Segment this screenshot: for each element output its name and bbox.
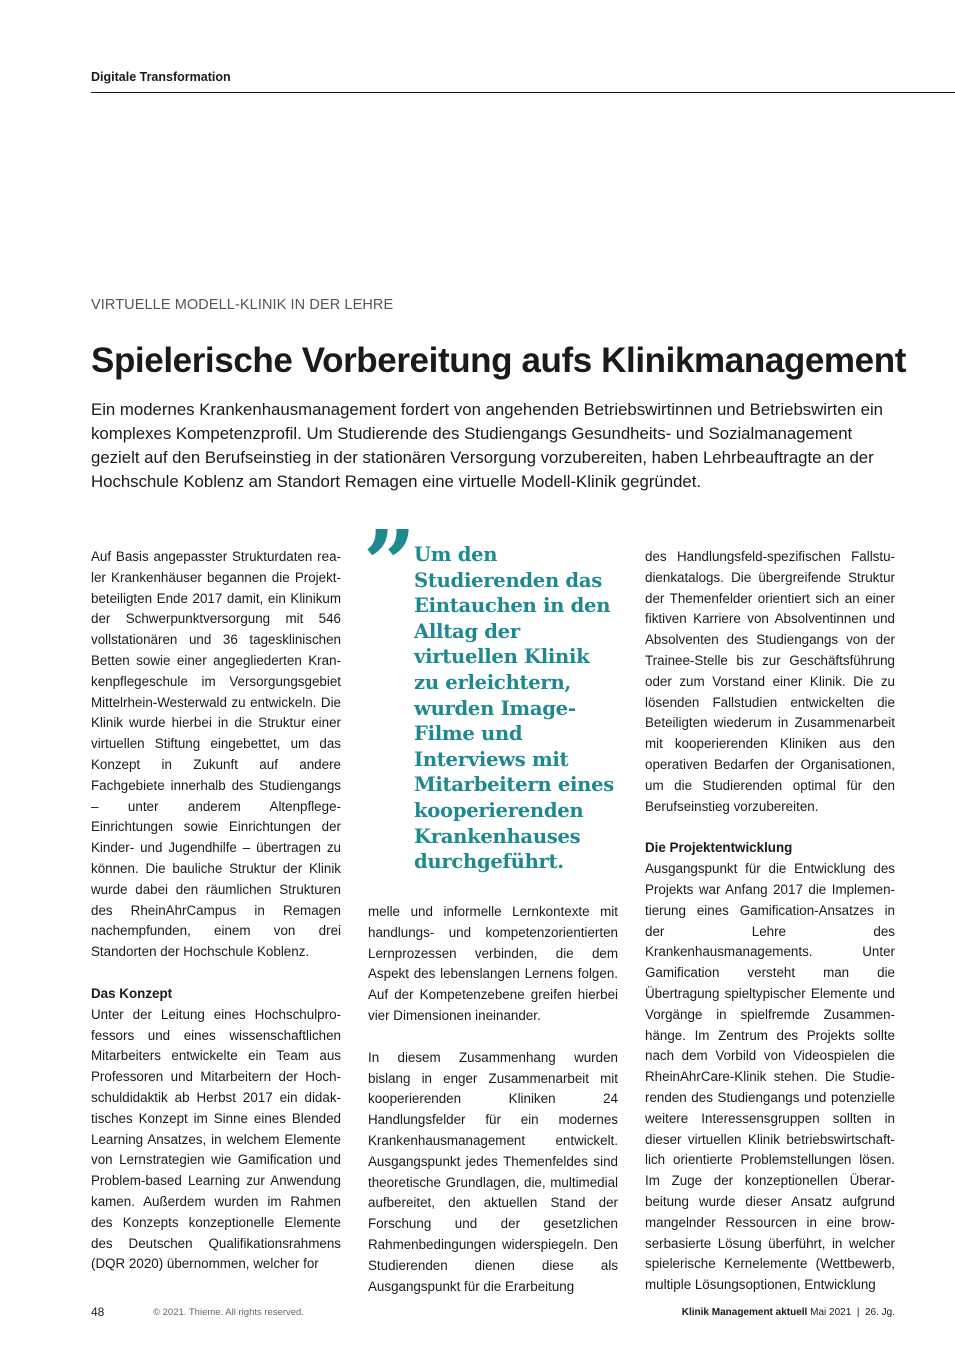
pull-quote: Um den Studierenden das Eintauchen in den Alltag der virtuellen Klinik zu erleichtern, wurden Image-Filme und Interviews mit Mitarbeitern eines kooperierenden Krankenhauses durchgeführt.	[414, 543, 614, 874]
paragraph: melle und informelle Lernkontexte mit handlungs- und kompetenzorientierten Lernprozessen verbinden, die dem Aspekt des lebenslangen Lernens folgen. Auf der Kompetenzebene greifen hierbei vier Dimensionen ineinander.	[368, 904, 618, 1023]
issue-info: Mai 2021 | 26. Jg.	[810, 1307, 895, 1318]
paragraph: Ausgangspunkt für die Entwicklung des Projekts war Anfang 2017 die Implementierung eines Gamification-Ansatzes in der Lehre des Krankenhausmanagements. Unter Gamification versteht man die Übertragung spieltypischer Elemente und Vorgänge in spielfremde Zusammenhänge. Im Zentrum des Projekts sollte nach dem Vorbild von Videospielen die RheinAhrCare-Klinik stehen. Die Studierenden des Studiengangs und potenzielle weitere Interessensgruppen sollten in dieser virtuellen Klinik betriebswirtschaftlich orientierte Problemstellungen lösen. Im Zuge der konzeptionellen Überarbeitung wurde dieser Ansatz aufgrund mangelnder Ressourcen in eine browserbasierte Lösung überführt, in welcher spielerische Kernelemente (Wettbewerb, multiple Lösungsoptionen, Entwicklung	[645, 861, 895, 1293]
header-rule	[91, 92, 955, 93]
page-number: 48	[91, 1305, 105, 1319]
subheading-projektentwicklung: Die Projektentwicklung	[645, 840, 793, 856]
paragraph: In diesem Zusammenhang wurden bislang in enger Zusammenarbeit mit kooperierenden Kliniken 24 Handlungsfelder für ein modernes Krankenhausmanagement entwickelt. Ausgangspunkt jedes Themenfeldes sind theoretische Grundlagen, die, multimedial aufbereitet, den aktuellen Stand der Forschung und der gesetzlichen Rahmenbedingungen widerspiegeln. Den Studierenden dienen diese als Ausgangspunkt für die Erarbeitung	[368, 1049, 618, 1294]
paragraph: Auf Basis angepasster Strukturdaten realer Krankenhäuser begannen die Projektbeteiligten Ende 2017 damit, ein Klinikum der Schwerpunktversorgung mit 546 vollstationären und 36 tagesklinischen Betten sowie einer angegliederten Krankenpflegeschule im Versorgungsgebiet Mittelrhein-Westerwald zu entwickeln. Die Klinik wurde hierbei in die Struktur einer virtuellen Stiftung eingebettet, um das Konzept in Zukunft auf andere Fachgebiete innerhalb des Studiengangs – unter anderem Altenpflege-Einrichtungen sowie Einrichtungen der Kinder- und Jugendhilfe – übertragen zu können. Die bauliche Struktur der Klinik wurde dabei den räumlichen Strukturen des RheinAhrCampus in Remagen nachempfunden, einem von drei Standorten der Hochschule Koblenz.	[91, 549, 341, 960]
section-label: Digitale Transformation	[91, 70, 231, 84]
column-1	[91, 547, 341, 1275]
article-kicker: VIRTUELLE MODELL-KLINIK IN DER LEHRE	[91, 297, 394, 313]
column-3	[645, 547, 895, 1296]
quote-mark-icon: ”	[363, 510, 416, 618]
article-title: Spielerische Vorbereitung aufs Klinikmanagement	[91, 341, 906, 380]
copyright: © 2021. Thieme. All rights reserved.	[153, 1307, 304, 1318]
subheading-konzept: Das Konzept	[91, 985, 173, 1001]
column-2	[368, 902, 618, 1297]
paragraph: des Handlungsfeld-spezifischen Fallstudienkatalogs. Die übergreifende Struktur der Themenfelder orientiert sich an einer fiktiven Karriere von Absolventinnen und Absolventen des Studiengangs von der Trainee-Stelle bis zur Geschäftsführung oder zum Vorstand einer Klinik. Die zu lösenden Fallstudien entwickelten die Beteiligten wiederum in Zusammenarbeit mit kooperierenden Kliniken aus den operativen Bedarfen der Organisationen, um die Studierenden optimal für den Berufseinstieg vorzubereiten.	[645, 549, 895, 814]
journal-info	[682, 1307, 895, 1318]
journal-name: Klinik Management aktuell	[681, 1307, 808, 1318]
paragraph: Unter der Leitung eines Hochschulprofessors und eines wissenschaftlichen Mitarbeiters entwickelte ein Team aus Professoren und Mitarbeitern der Hochschuldidaktik ab Herbst 2017 ein didaktisches Konzept im Sinne eines Blended Learning Ansatzes, in welchem Elemente von Lernstrategien wie Gamification und Problem-based Learning zur Anwendung kamen. Außerdem wurden im Rahmen des Konzepts konzeptionelle Elemente des Deutschen Qualifikationsrahmens (DQR 2020) übernommen, welcher for	[91, 1006, 341, 1272]
article-lead: Ein modernes Krankenhausmanagement fordert von angehenden Betriebswirtinnen und Betriebswirten ein komplexes Kompetenzprofil. Um Studierende des Studiengangs Gesundheits- und Sozialmanagement gezielt auf den Berufseinstieg in der stationären Versorgung vorzubereiten, haben Lehrbeauftragte an der Hochschule Koblenz am Standort Remagen eine virtuelle Modell-Klinik gegründet.	[91, 400, 884, 491]
